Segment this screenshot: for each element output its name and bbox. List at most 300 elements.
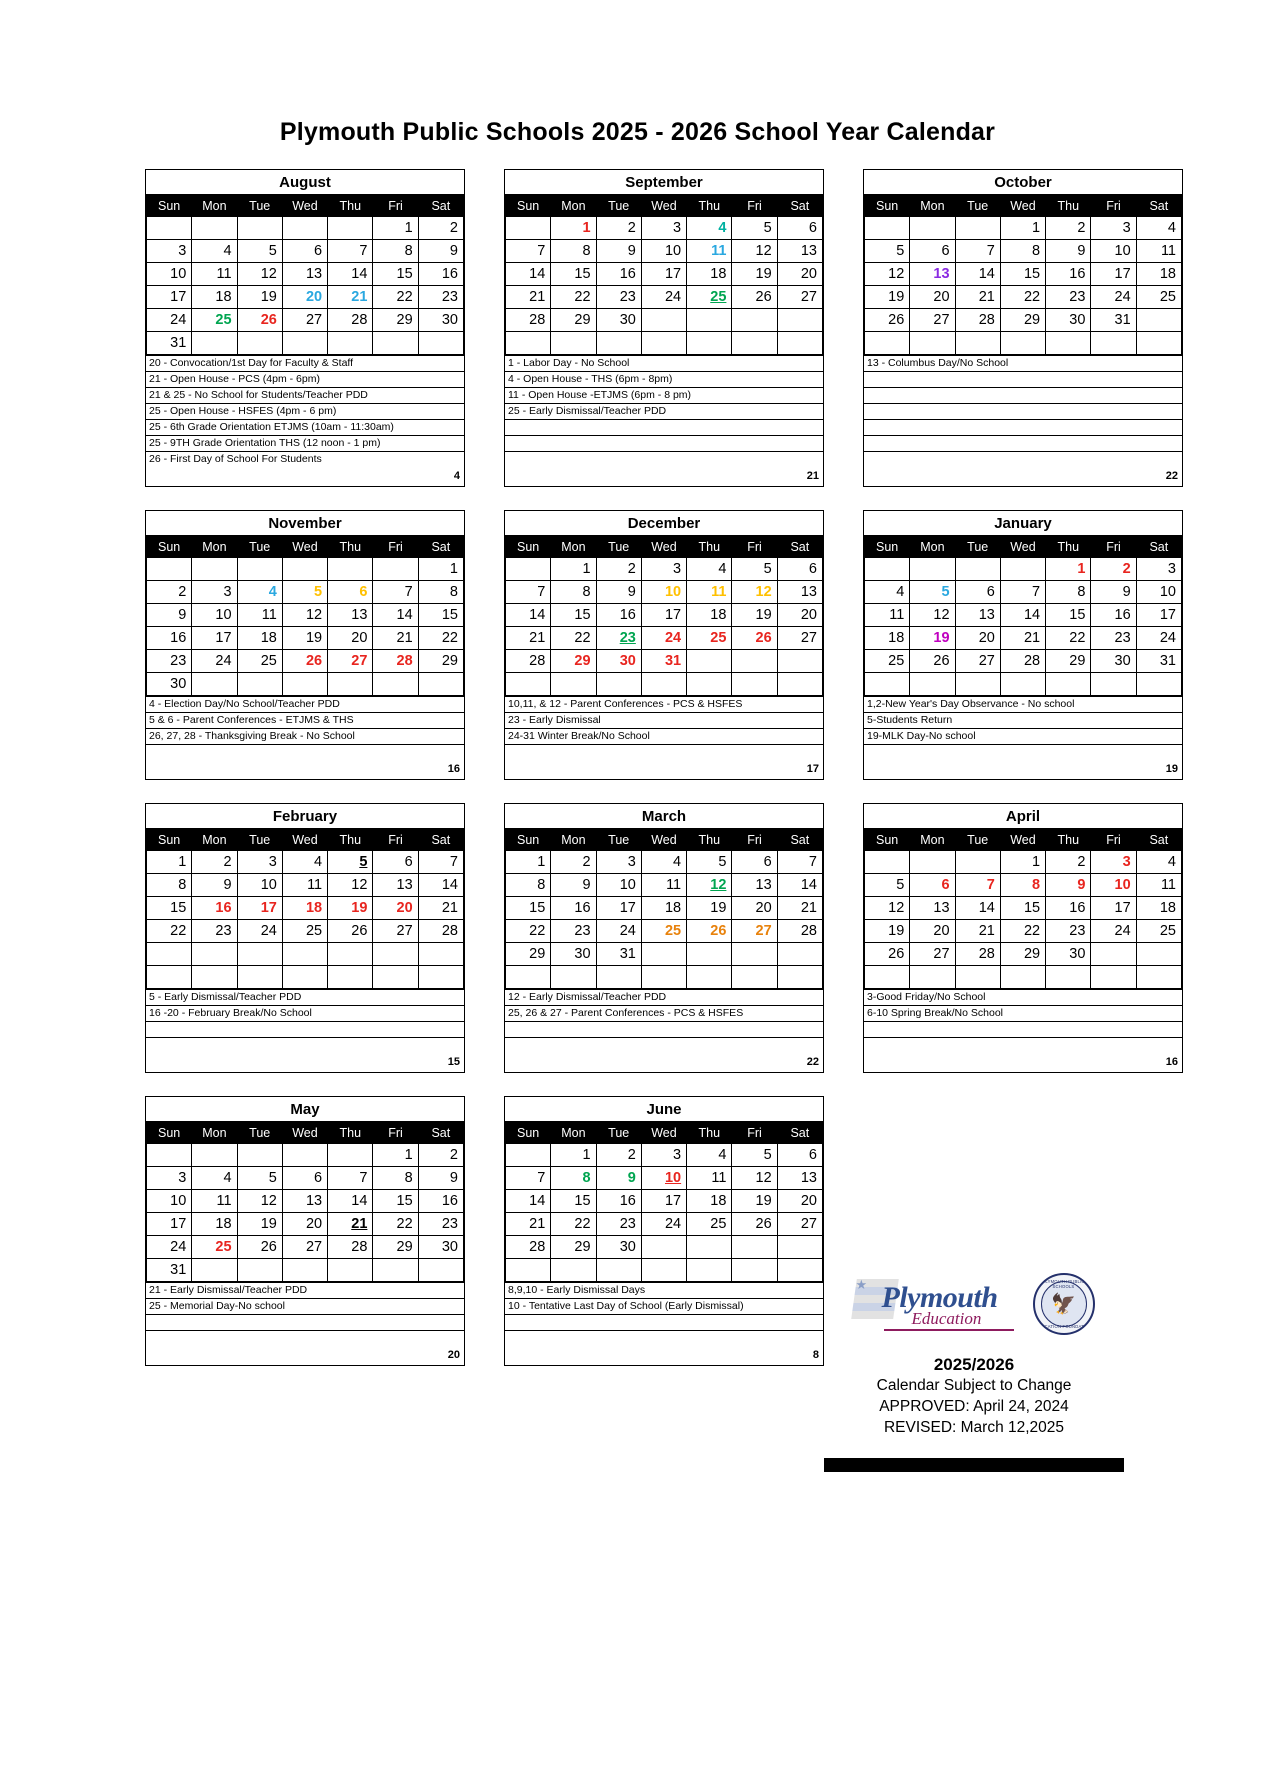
- footer-note-subject-to-change: Calendar Subject to Change: [876, 1377, 1072, 1394]
- footer-note-approved: APPROVED: April 24, 2024: [879, 1398, 1069, 1415]
- day-cell: 18: [687, 263, 732, 286]
- month-note: 24-31 Winter Break/No School: [505, 729, 823, 745]
- week-row: [506, 920, 823, 943]
- day-cell: [955, 673, 1000, 696]
- week-row: [147, 263, 464, 286]
- day-cell: 14: [328, 263, 373, 286]
- weekday-header: Thu: [328, 830, 373, 851]
- day-cell: 11: [192, 263, 237, 286]
- day-cell: 11: [687, 1167, 732, 1190]
- day-cell: 26: [732, 1213, 777, 1236]
- week-row: [865, 920, 1182, 943]
- day-cell: 1: [506, 851, 551, 874]
- week-row: [506, 1236, 823, 1259]
- day-cell: [237, 217, 282, 240]
- day-cell: [147, 558, 192, 581]
- day-cell: 2: [1046, 851, 1091, 874]
- day-cell: 11: [641, 874, 686, 897]
- weekday-header: Wed: [1000, 830, 1045, 851]
- day-cell: 1: [147, 851, 192, 874]
- day-cell: 9: [596, 581, 641, 604]
- month-day-total: 4: [453, 470, 460, 482]
- day-cell: 19: [910, 627, 955, 650]
- month-name: February: [146, 804, 464, 829]
- day-cell: 5: [865, 874, 910, 897]
- month-note: 4 - Election Day/No School/Teacher PDD: [146, 697, 464, 713]
- day-cell: 11: [865, 604, 910, 627]
- day-cell: 5: [732, 1144, 777, 1167]
- day-cell: 10: [237, 874, 282, 897]
- day-cell: 2: [596, 558, 641, 581]
- day-cell: 21: [506, 627, 551, 650]
- day-cell: 21: [373, 627, 418, 650]
- day-cell: 17: [1136, 604, 1181, 627]
- day-cell: 9: [551, 874, 596, 897]
- week-row: [147, 920, 464, 943]
- month-note: [505, 1022, 823, 1038]
- month-note: 5 - Early Dismissal/Teacher PDD: [146, 990, 464, 1006]
- day-cell: 22: [1000, 920, 1045, 943]
- week-row: [147, 1236, 464, 1259]
- day-cell: 21: [418, 897, 463, 920]
- eagle-icon: 🦅: [1051, 1293, 1076, 1316]
- weekday-header: Sat: [418, 196, 463, 217]
- day-cell: 13: [777, 240, 822, 263]
- day-cell: [147, 1144, 192, 1167]
- day-cell: 19: [687, 897, 732, 920]
- day-cell: [506, 332, 551, 355]
- day-cell: 11: [282, 874, 327, 897]
- day-cell: 18: [1136, 897, 1181, 920]
- week-row: [865, 309, 1182, 332]
- seal-bottom-text: EDUCATION FOUNDATION: [1035, 1324, 1092, 1329]
- weekday-header-row: [865, 196, 1182, 217]
- month-note: [864, 420, 1182, 436]
- weekday-header: Mon: [551, 196, 596, 217]
- weekday-header: Thu: [328, 537, 373, 558]
- star-icon: ★: [855, 1277, 868, 1292]
- weekday-header: Fri: [1091, 196, 1136, 217]
- weekday-header: Thu: [328, 196, 373, 217]
- day-cell: 3: [1091, 851, 1136, 874]
- week-row: [865, 263, 1182, 286]
- day-cell: [237, 673, 282, 696]
- weekday-header: Thu: [687, 830, 732, 851]
- month-note: 10 - Tentative Last Day of School (Early Dismissal): [505, 1299, 823, 1315]
- day-cell: 10: [596, 874, 641, 897]
- week-row: [506, 1167, 823, 1190]
- day-cell: [282, 943, 327, 966]
- day-cell: [373, 558, 418, 581]
- day-cell: [328, 966, 373, 989]
- day-cell: 20: [373, 897, 418, 920]
- day-cell: 17: [237, 897, 282, 920]
- week-row: [147, 558, 464, 581]
- day-cell: 9: [1091, 581, 1136, 604]
- month-note: [505, 1331, 823, 1346]
- day-cell: 22: [551, 627, 596, 650]
- week-row: [147, 627, 464, 650]
- week-row: [147, 1259, 464, 1282]
- month-note: 25 - 6th Grade Orientation ETJMS (10am - 11:30am): [146, 420, 464, 436]
- month-day-total: 15: [447, 1056, 460, 1068]
- day-cell: [687, 966, 732, 989]
- day-cell: [732, 943, 777, 966]
- day-cell: 10: [192, 604, 237, 627]
- week-row: [865, 650, 1182, 673]
- day-cell: 3: [1091, 217, 1136, 240]
- day-cell: 28: [955, 943, 1000, 966]
- day-cell: 23: [1091, 627, 1136, 650]
- weekday-header: Tue: [237, 537, 282, 558]
- week-row: [865, 966, 1182, 989]
- day-cell: 28: [328, 1236, 373, 1259]
- week-row: [147, 897, 464, 920]
- day-cell: 26: [687, 920, 732, 943]
- month-notes: [864, 989, 1182, 1053]
- day-cell: 7: [506, 240, 551, 263]
- day-cell: [687, 673, 732, 696]
- month-table: [505, 195, 823, 355]
- day-cell: [687, 309, 732, 332]
- day-cell: 21: [506, 286, 551, 309]
- day-cell: 15: [1000, 897, 1045, 920]
- month-note: [505, 745, 823, 760]
- month-note: 4 - Open House - THS (6pm - 8pm): [505, 372, 823, 388]
- day-cell: 9: [147, 604, 192, 627]
- week-row: [506, 581, 823, 604]
- day-cell: 29: [418, 650, 463, 673]
- day-cell: 29: [1000, 943, 1045, 966]
- day-cell: 10: [147, 263, 192, 286]
- day-cell: 4: [192, 240, 237, 263]
- day-cell: 22: [373, 1213, 418, 1236]
- weekday-header-row: [147, 1123, 464, 1144]
- weekday-header: Tue: [955, 830, 1000, 851]
- day-cell: 23: [418, 1213, 463, 1236]
- day-cell: 11: [1136, 240, 1181, 263]
- weekday-header-row: [865, 830, 1182, 851]
- day-cell: [596, 332, 641, 355]
- week-row: [506, 309, 823, 332]
- day-cell: 10: [1091, 240, 1136, 263]
- day-cell: 15: [418, 604, 463, 627]
- day-cell: [1136, 309, 1181, 332]
- weekday-header: Wed: [641, 1123, 686, 1144]
- day-cell: 20: [910, 920, 955, 943]
- day-cell: 6: [732, 851, 777, 874]
- day-cell: [1000, 332, 1045, 355]
- weekday-header: Sun: [506, 830, 551, 851]
- day-cell: 17: [1091, 263, 1136, 286]
- weekday-header: Wed: [282, 830, 327, 851]
- weekday-header: Sun: [865, 830, 910, 851]
- day-cell: [418, 966, 463, 989]
- day-cell: 15: [1000, 263, 1045, 286]
- day-cell: 28: [328, 309, 373, 332]
- day-cell: [910, 332, 955, 355]
- day-cell: 23: [596, 1213, 641, 1236]
- day-cell: [192, 943, 237, 966]
- month-name: April: [864, 804, 1182, 829]
- weekday-header: Mon: [551, 1123, 596, 1144]
- day-cell: 25: [237, 650, 282, 673]
- week-row: [865, 673, 1182, 696]
- day-cell: 2: [147, 581, 192, 604]
- day-cell: [506, 966, 551, 989]
- day-cell: 1: [373, 217, 418, 240]
- day-cell: [418, 673, 463, 696]
- week-row: [865, 581, 1182, 604]
- day-cell: 30: [418, 309, 463, 332]
- week-row: [506, 1213, 823, 1236]
- week-row: [506, 851, 823, 874]
- day-cell: 2: [551, 851, 596, 874]
- day-cell: 27: [955, 650, 1000, 673]
- month-note: [864, 436, 1182, 452]
- day-cell: 20: [910, 286, 955, 309]
- day-cell: 4: [1136, 217, 1181, 240]
- day-cell: 16: [1046, 263, 1091, 286]
- month-note: 5 & 6 - Parent Conferences - ETJMS & THS: [146, 713, 464, 729]
- week-row: [147, 217, 464, 240]
- month-note: [864, 372, 1182, 388]
- day-cell: [551, 966, 596, 989]
- day-cell: 13: [373, 874, 418, 897]
- day-cell: [192, 1144, 237, 1167]
- month-note: 8,9,10 - Early Dismissal Days: [505, 1283, 823, 1299]
- day-cell: 22: [1000, 286, 1045, 309]
- day-cell: 22: [373, 286, 418, 309]
- day-cell: 31: [147, 332, 192, 355]
- day-cell: [1091, 943, 1136, 966]
- day-cell: 12: [732, 581, 777, 604]
- month-note: 21 & 25 - No School for Students/Teacher PDD: [146, 388, 464, 404]
- day-cell: [1000, 558, 1045, 581]
- week-row: [147, 1144, 464, 1167]
- month-name: November: [146, 511, 464, 536]
- day-cell: 7: [777, 851, 822, 874]
- month-day-total: 22: [1165, 470, 1178, 482]
- day-cell: 8: [551, 581, 596, 604]
- day-cell: 23: [147, 650, 192, 673]
- day-cell: 9: [596, 240, 641, 263]
- month-table: [146, 829, 464, 989]
- day-cell: [865, 851, 910, 874]
- day-cell: [641, 309, 686, 332]
- day-cell: 10: [641, 1167, 686, 1190]
- month-note: 25 - Early Dismissal/Teacher PDD: [505, 404, 823, 420]
- day-cell: 28: [506, 309, 551, 332]
- month-note: [505, 1315, 823, 1331]
- month-name: September: [505, 170, 823, 195]
- day-cell: [955, 332, 1000, 355]
- day-cell: 26: [865, 309, 910, 332]
- month-notes: [146, 696, 464, 760]
- day-cell: 15: [1046, 604, 1091, 627]
- day-cell: [237, 943, 282, 966]
- day-cell: 30: [596, 650, 641, 673]
- day-cell: [865, 217, 910, 240]
- week-row: [506, 1144, 823, 1167]
- month-note: 25 - Open House - HSFES (4pm - 6 pm): [146, 404, 464, 420]
- day-cell: 27: [328, 650, 373, 673]
- weekday-header: Mon: [551, 830, 596, 851]
- day-cell: 16: [551, 897, 596, 920]
- day-cell: 17: [641, 604, 686, 627]
- day-cell: 18: [192, 1213, 237, 1236]
- day-cell: 18: [865, 627, 910, 650]
- weekday-header: Wed: [1000, 196, 1045, 217]
- week-row: [147, 874, 464, 897]
- day-cell: 7: [1000, 581, 1045, 604]
- week-row: [865, 851, 1182, 874]
- day-cell: 10: [1136, 581, 1181, 604]
- day-cell: 24: [641, 1213, 686, 1236]
- day-cell: 31: [1091, 309, 1136, 332]
- day-cell: [777, 673, 822, 696]
- month-day-total: 16: [1165, 1056, 1178, 1068]
- day-cell: [192, 673, 237, 696]
- weekday-header: Fri: [1091, 830, 1136, 851]
- month-note: [146, 1022, 464, 1038]
- day-cell: 25: [1136, 920, 1181, 943]
- day-cell: 12: [237, 263, 282, 286]
- day-cell: 6: [373, 851, 418, 874]
- month-day-total: 19: [1165, 763, 1178, 775]
- month-block: [863, 803, 1183, 1073]
- weekday-header: Mon: [551, 537, 596, 558]
- day-cell: 27: [910, 309, 955, 332]
- day-cell: [777, 1236, 822, 1259]
- week-row: [865, 943, 1182, 966]
- week-row: [865, 558, 1182, 581]
- week-row: [506, 673, 823, 696]
- day-cell: [687, 943, 732, 966]
- day-cell: 3: [237, 851, 282, 874]
- weekday-header: Thu: [1046, 830, 1091, 851]
- day-cell: 17: [1091, 897, 1136, 920]
- day-cell: [777, 1259, 822, 1282]
- month-name: October: [864, 170, 1182, 195]
- day-cell: 20: [282, 286, 327, 309]
- district-seal-icon: [1033, 1273, 1095, 1335]
- weekday-header-row: [147, 537, 464, 558]
- day-cell: 20: [777, 604, 822, 627]
- day-cell: 9: [1046, 240, 1091, 263]
- weekday-header: Wed: [641, 196, 686, 217]
- day-cell: 29: [551, 1236, 596, 1259]
- day-cell: [373, 332, 418, 355]
- day-cell: 29: [1000, 309, 1045, 332]
- day-cell: 7: [328, 1167, 373, 1190]
- day-cell: 23: [192, 920, 237, 943]
- day-cell: 12: [865, 897, 910, 920]
- day-cell: 4: [282, 851, 327, 874]
- day-cell: 17: [641, 1190, 686, 1213]
- month-day-total: 20: [447, 1349, 460, 1361]
- month-note: 1 - Labor Day - No School: [505, 356, 823, 372]
- day-cell: 23: [1046, 920, 1091, 943]
- day-cell: 15: [551, 1190, 596, 1213]
- day-cell: 8: [1046, 581, 1091, 604]
- weekday-header-row: [865, 537, 1182, 558]
- day-cell: [551, 1259, 596, 1282]
- day-cell: [551, 332, 596, 355]
- weekday-header: Sat: [1136, 537, 1181, 558]
- month-note: [864, 388, 1182, 404]
- weekday-header: Sun: [506, 196, 551, 217]
- month-table: [864, 195, 1182, 355]
- day-cell: 25: [1136, 286, 1181, 309]
- day-cell: 5: [237, 240, 282, 263]
- day-cell: 14: [506, 263, 551, 286]
- week-row: [865, 240, 1182, 263]
- day-cell: 23: [596, 286, 641, 309]
- month-note: 3-Good Friday/No School: [864, 990, 1182, 1006]
- day-cell: 28: [506, 1236, 551, 1259]
- day-cell: 6: [955, 581, 1000, 604]
- day-cell: 7: [328, 240, 373, 263]
- day-cell: 6: [282, 240, 327, 263]
- day-cell: 24: [147, 1236, 192, 1259]
- day-cell: [373, 673, 418, 696]
- day-cell: [641, 1259, 686, 1282]
- weekday-header: Wed: [641, 830, 686, 851]
- day-cell: 2: [596, 1144, 641, 1167]
- day-cell: 25: [282, 920, 327, 943]
- day-cell: [418, 943, 463, 966]
- day-cell: 20: [282, 1213, 327, 1236]
- day-cell: 19: [732, 604, 777, 627]
- weekday-header: Sun: [147, 537, 192, 558]
- day-cell: 6: [910, 874, 955, 897]
- day-cell: 3: [641, 558, 686, 581]
- day-cell: 17: [641, 263, 686, 286]
- weekday-header: Tue: [596, 196, 641, 217]
- footer-note-revised: REVISED: March 12,2025: [883, 1419, 1065, 1436]
- day-cell: [732, 650, 777, 673]
- weekday-header: Tue: [237, 1123, 282, 1144]
- day-cell: 22: [506, 920, 551, 943]
- day-cell: 18: [687, 604, 732, 627]
- month-table: [146, 1122, 464, 1282]
- day-cell: [237, 558, 282, 581]
- weekday-header: Mon: [192, 537, 237, 558]
- day-cell: 4: [237, 581, 282, 604]
- weekday-header: Fri: [373, 196, 418, 217]
- month-note: 16 -20 - February Break/No School: [146, 1006, 464, 1022]
- day-cell: 25: [687, 627, 732, 650]
- month-notes: [146, 989, 464, 1053]
- month-block: [145, 169, 465, 487]
- day-cell: 8: [1000, 874, 1045, 897]
- month-note: [864, 452, 1182, 467]
- day-cell: 8: [551, 240, 596, 263]
- month-table: [146, 536, 464, 696]
- day-cell: [506, 558, 551, 581]
- day-cell: 12: [732, 1167, 777, 1190]
- day-cell: [237, 1259, 282, 1282]
- day-cell: 27: [732, 920, 777, 943]
- weekday-header-row: [506, 537, 823, 558]
- day-cell: 13: [282, 1190, 327, 1213]
- day-cell: 8: [1000, 240, 1045, 263]
- day-cell: 5: [865, 240, 910, 263]
- weekday-header: Wed: [282, 1123, 327, 1144]
- day-cell: 25: [641, 920, 686, 943]
- week-row: [147, 309, 464, 332]
